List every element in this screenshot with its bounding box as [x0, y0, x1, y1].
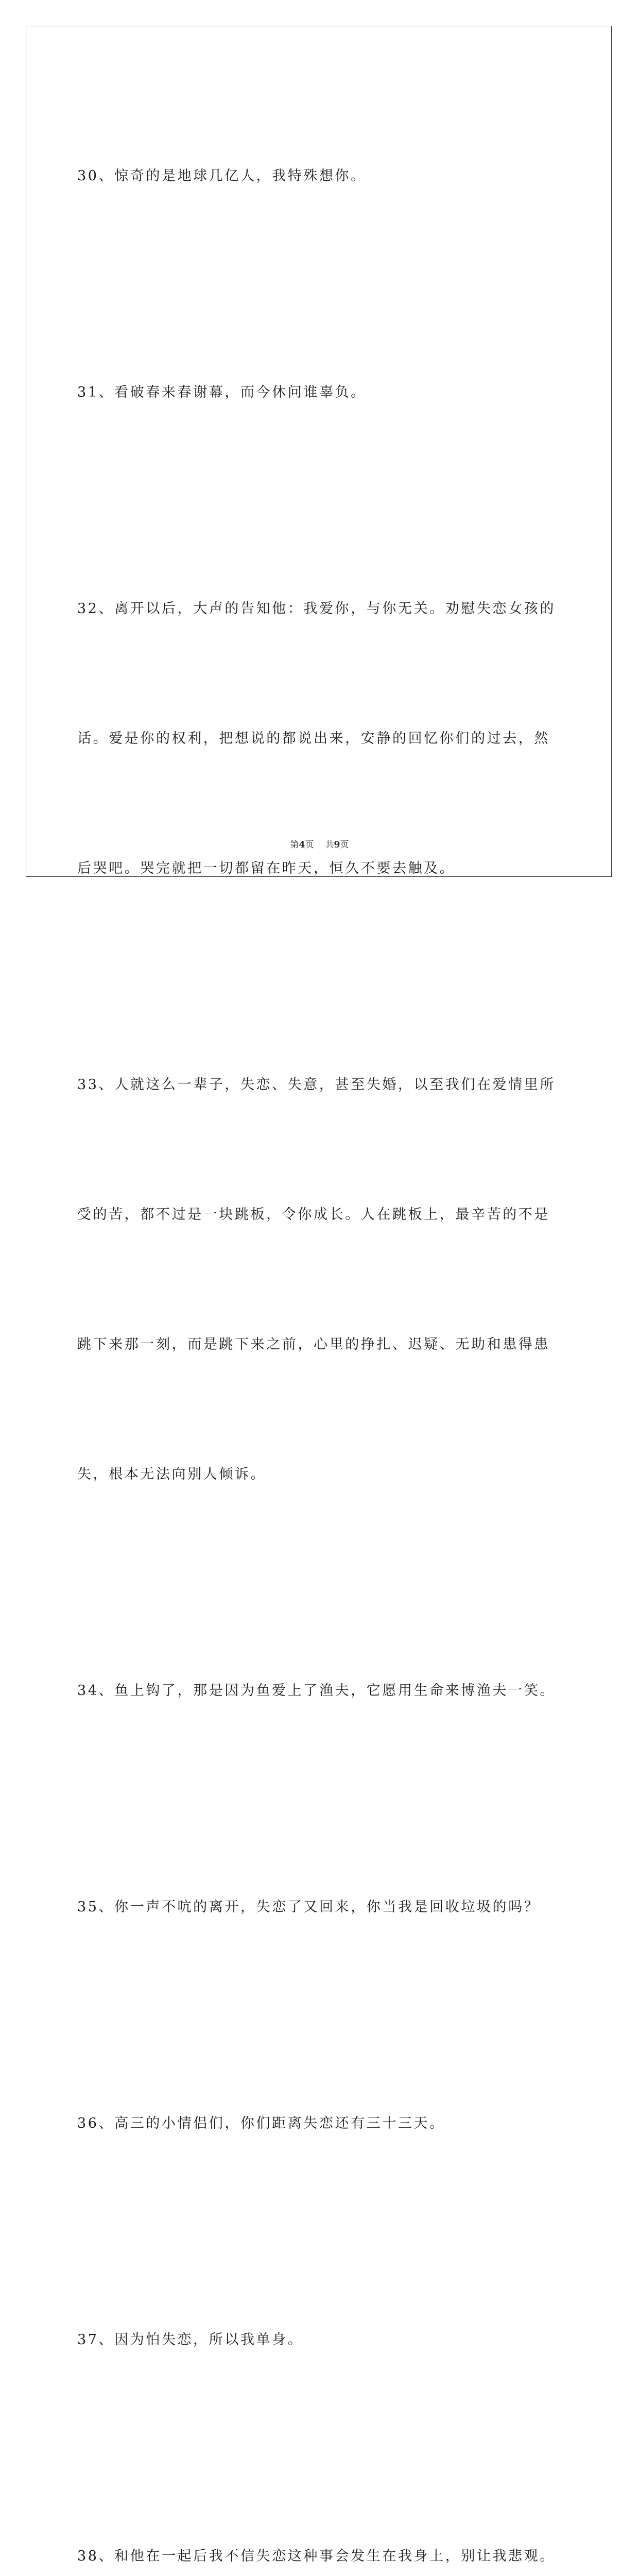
- paragraph-32: [77, 515, 561, 991]
- text-line: 38、和他在一起后我不信失恋这种事会发生在我身上，别让我悲观。: [77, 2548, 556, 2564]
- paragraph-31: [77, 299, 561, 515]
- text-line: 31、看破春来春谢幕，而今休问谁辜负。: [77, 384, 367, 400]
- text-line: 32、离开以后，大声的告知他：我爱你，与你无关。劝慰失恋女孩的: [77, 601, 556, 617]
- text-line: 34、鱼上钩了，那是因为鱼爱上了渔夫，它愿用生命来博渔夫一笑。: [77, 1683, 556, 1699]
- text-line: 受的苦，都不过是一块跳板，令你成长。人在跳板上，最辛苦的不是: [77, 1207, 550, 1223]
- text-line: 话。爱是你的权利，把想说的都说出来，安静的回忆你们的过去，然: [77, 731, 550, 747]
- footer-page-suffix: 页: [305, 840, 314, 850]
- total-page-number: 9: [334, 840, 340, 850]
- paragraph-37: [77, 2246, 561, 2463]
- paragraph-38: [77, 2463, 561, 2576]
- text-line: 35、你一声不吭的离开，失恋了又回来，你当我是回收垃圾的吗？: [77, 1899, 540, 1915]
- footer-total-prefix: 共: [325, 840, 334, 850]
- text-line: 30、惊奇的是地球几亿人，我特殊想你。: [77, 168, 367, 184]
- paragraph-36: [77, 2030, 561, 2246]
- text-line: 36、高三的小情侣们，你们距离失恋还有三十三天。: [77, 2115, 445, 2131]
- text-line: 后哭吧。哭完就把一切都留在昨天，恒久不要去触及。: [77, 860, 456, 876]
- text-line: 37、因为怕失恋，所以我单身。: [77, 2332, 304, 2348]
- footer-total-suffix: 页: [340, 840, 349, 850]
- page-footer: [0, 837, 639, 850]
- paragraph-30: [77, 82, 561, 299]
- paragraph-35: [77, 1814, 561, 2030]
- text-line: 跳下来那一刻，而是跳下来之前，心里的挣扎、迟疑、无助和患得患: [77, 1336, 550, 1352]
- paragraph-34: [77, 1597, 561, 1814]
- footer-prefix: 第: [290, 840, 299, 850]
- document-body: [77, 82, 561, 2576]
- paragraph-33: [77, 991, 561, 1597]
- text-line: 失，根本无法向别人倾诉。: [77, 1466, 267, 1482]
- text-line: 33、人就这么一辈子，失恋、失意，甚至失婚，以至我们在爱情里所: [77, 1077, 556, 1093]
- current-page-number: 4: [299, 840, 305, 850]
